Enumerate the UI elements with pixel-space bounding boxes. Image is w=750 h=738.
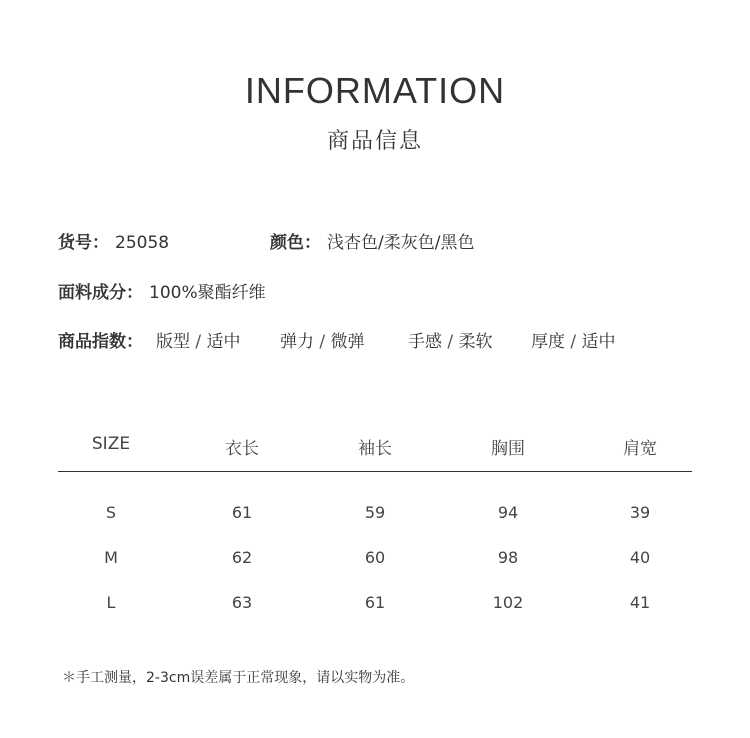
- page-subtitle: 商品信息: [326, 129, 423, 154]
- index-name: 版型: [156, 332, 190, 352]
- table-cell: 61: [231, 503, 253, 522]
- material-value: 100%聚酯纤维: [149, 283, 266, 303]
- table-cell: 63: [231, 593, 253, 612]
- header-cell: 袖长: [358, 439, 392, 459]
- table-row: [58, 548, 692, 578]
- table-cell: 98: [497, 548, 519, 567]
- index-name: 弹力: [280, 332, 314, 352]
- header-cell: 衣长: [225, 439, 259, 459]
- index-value: 适中: [206, 332, 241, 352]
- size-table-header: [58, 434, 692, 464]
- table-cell: M: [104, 548, 118, 567]
- item-number-row: [58, 228, 169, 253]
- index-separator: /: [565, 332, 582, 352]
- material-label: 面料成分：: [58, 283, 143, 303]
- table-cell: 41: [629, 593, 651, 612]
- index-value: 适中: [581, 332, 616, 352]
- page-title: INFORMATION: [244, 70, 506, 111]
- table-cell: 62: [231, 548, 253, 567]
- index-separator: /: [442, 332, 459, 352]
- item-number-value: 25058: [115, 233, 170, 253]
- table-cell: 61: [364, 593, 386, 612]
- table-cell: L: [106, 593, 116, 612]
- index-separator: /: [190, 332, 207, 352]
- index-value: 微弹: [330, 332, 365, 352]
- table-cell: 39: [629, 503, 651, 522]
- material-row: [58, 278, 266, 303]
- table-cell: 40: [629, 548, 651, 567]
- measurement-note: ＊手工测量，2-3cm误差属于正常现象，请以实物为准。: [62, 670, 415, 686]
- table-divider: [58, 471, 692, 472]
- table-cell: 60: [364, 548, 386, 567]
- index-item: [156, 327, 241, 352]
- index-label: 商品指数：: [58, 332, 143, 352]
- table-cell: 102: [492, 593, 524, 612]
- index-separator: /: [314, 332, 331, 352]
- header-cell: 胸围: [491, 439, 525, 459]
- header-cell: SIZE: [91, 434, 131, 454]
- color-label: 颜色：: [270, 233, 321, 253]
- table-cell: 59: [364, 503, 386, 522]
- table-row: [58, 503, 692, 533]
- color-row: [270, 228, 474, 253]
- index-name: 厚度: [531, 332, 565, 352]
- table-row: [58, 593, 692, 623]
- index-item: [531, 327, 616, 352]
- color-value: 浅杏色/柔灰色/黑色: [327, 233, 475, 253]
- index-item: [280, 327, 365, 352]
- item-number-label: 货号：: [58, 233, 109, 253]
- index-item: [408, 327, 493, 352]
- index-value: 柔软: [458, 332, 493, 352]
- header-cell: 肩宽: [623, 439, 657, 459]
- table-cell: 94: [497, 503, 519, 522]
- table-cell: S: [105, 503, 117, 522]
- index-row: [58, 327, 149, 352]
- index-name: 手感: [408, 332, 442, 352]
